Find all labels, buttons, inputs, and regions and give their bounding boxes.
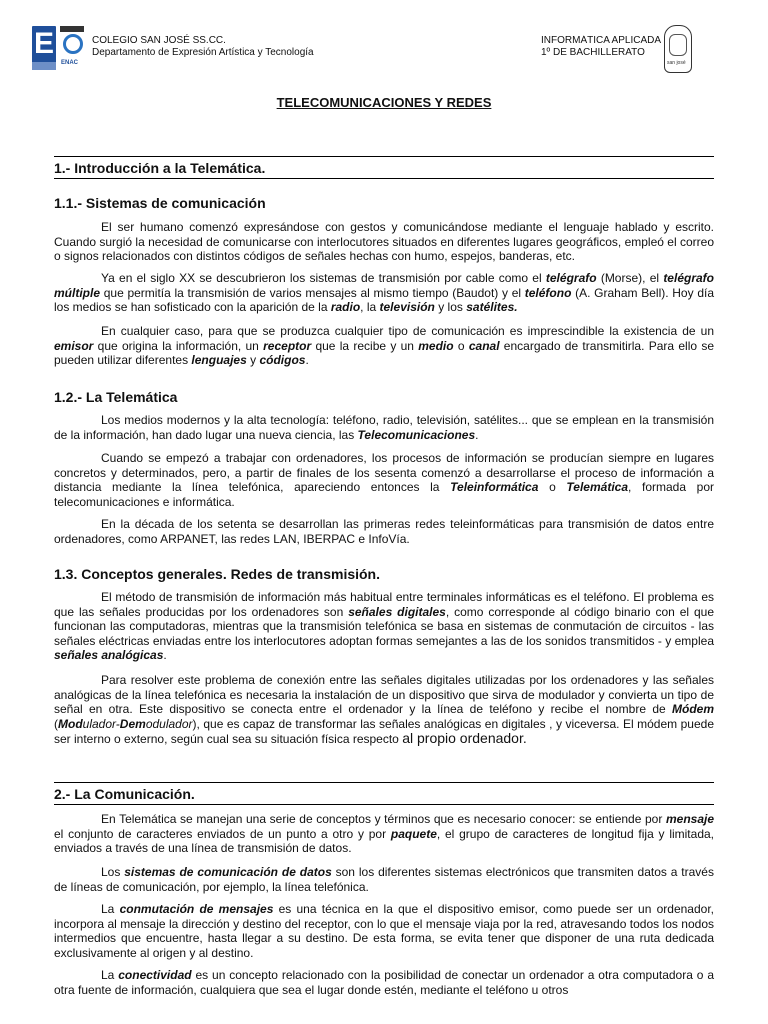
section-1-1-heading: 1.1.- Sistemas de comunicación bbox=[54, 195, 266, 211]
paragraph: El ser humano comenzó expresándose con gestos y comunicándose mediante el lenguaje hablado y escrito. Cuando surgió la necesidad de comunicarse con interlocutores situados en diferentes lugares geográficos, empleó el correo o signos relacionados con distintos códigos de señales hechas con humo, espejos, banderas, etc. bbox=[54, 220, 714, 264]
school-name: COLEGIO SAN JOSÉ SS.CC. bbox=[92, 35, 226, 46]
school-seal-icon bbox=[664, 25, 692, 73]
seal-text: san josé bbox=[667, 60, 686, 66]
paragraph: En la década de los setenta se desarrollan las primeras redes teleinformáticas para transmisión de datos entre ordenadores, como ARPANET, las redes LAN, IBERPAC e InfoVía. bbox=[54, 517, 714, 546]
course-name: 1º DE BACHILLERATO bbox=[541, 47, 645, 58]
section-rule-top bbox=[54, 156, 714, 157]
header-school-block bbox=[92, 35, 314, 59]
paragraph: Cuando se empezó a trabajar con ordenadores, los procesos de información se producían siempre en lugares concretos y determinados, pero, a partir de finales de los sesenta comenzó a desarrollarse el proceso de información a distancia mediante la línea telefónica, apareciendo entonces la Teleinformática o Telemática, formada por telecomunicaciones e informática. bbox=[54, 451, 715, 509]
section-1-heading: 1.- Introducción a la Telemática. bbox=[54, 160, 266, 176]
paragraph: En cualquier caso, para que se produzca cualquier tipo de comunicación es imprescindible la existencia de un emisor que origina la información, un receptor que la recibe y un medio o canal encargado de transmitirla. Para ello se pueden utilizar diferentes lenguajes y códigos. bbox=[54, 324, 714, 368]
paragraph: El método de transmisión de información más habitual entre terminales informáticas es el teléfono. El problema es que las señales producidas por los ordenadores son señales digitales, como corresponde al código binario con el que funcionan las computadoras, mientras que la transmisión telefónica se basa en sistemas de conmutación de circuitos - las señales eléctricas enviadas entre los interlocutores adoptan formas semejantes a las de los sonidos transmitidos - y emplea señales analógicas. bbox=[54, 590, 715, 663]
header-left bbox=[32, 26, 314, 70]
paragraph: La conmutación de mensajes es una técnica en la que el dispositivo emisor, como puede ser un ordenador, incorpora al mensaje la dirección y destino del receptor, con lo que el mensaje viaja por la red, atravesando todos los nodos intermedios que encuentre, hasta llegar a su destino. De esta forma, se evita tener que disponer de una ruta dedicada exclusivamente al origen y al destino. bbox=[54, 902, 715, 960]
section-2-heading: 2.- La Comunicación. bbox=[54, 786, 195, 802]
logo-letter: E bbox=[33, 27, 54, 60]
section-rule-bottom bbox=[54, 178, 714, 179]
paragraph: Ya en el siglo XX se descubrieron los sistemas de transmisión por cable como el telégrafo (Morse), el telégrafo múltiple que permitía la transmisión de varios mensajes al mismo tiempo (Baudot) y el teléfono (A. Graham Bell). Hoy día los medios se han sofisticado con la aparición de la radio, la televisión y los satélites. bbox=[54, 271, 714, 315]
enac-logo-text: ENAC bbox=[61, 60, 79, 66]
paragraph: La conectividad es un concepto relacionado con la posibilidad de conectar un ordenador a otra computadora o a otra fuente de información, cualquiera que sea el lugar donde estén, mediante el teléfono u otros bbox=[54, 968, 714, 997]
department-name: Departamento de Expresión Artística y Tecnología bbox=[92, 47, 314, 58]
paragraph: Los sistemas de comunicación de datos son los diferentes sistemas electrónicos que transmiten datos a través de líneas de comunicación, por ejemplo, la línea telefónica. bbox=[54, 865, 714, 894]
enac-logo-icon bbox=[60, 26, 84, 70]
section-rule-bottom bbox=[54, 804, 714, 805]
header-right bbox=[541, 35, 666, 59]
school-logo-icon bbox=[32, 26, 56, 70]
page-title: TELECOMUNICACIONES Y REDES bbox=[276, 95, 492, 110]
paragraph: Los medios modernos y la alta tecnología: teléfono, radio, televisión, satélites... que se emplean en la transmisión de la información, han dado lugar una nueva ciencia, las Telecomunicaciones. bbox=[54, 413, 714, 442]
paragraph: En Telemática se manejan una serie de conceptos y términos que es necesario conocer: se entiende por mensaje el conjunto de caracteres enviados de un punto a otro y por paquete, el grupo de caracteres de longitud fija y limitada, enviados a través de una línea de transmisión de datos. bbox=[54, 812, 714, 856]
section-rule-top bbox=[54, 782, 714, 783]
section-1-3-heading: 1.3. Conceptos generales. Redes de transmisión. bbox=[54, 566, 380, 582]
subject-name: INFORMÁTICA APLICADA bbox=[541, 35, 662, 46]
paragraph: Para resolver este problema de conexión entre las señales digitales utilizadas por los ordenadores y las señales analógicas de la línea telefónica es necesaria la instalación de un dispositivo que sirva de modulador y convierta un tipo de señal en otra. Este dispositivo se conecta entre el ordenador y la línea de teléfono y recibe el nombre de Módem (Modulador-Demodulador), que es capaz de transformar las señales analógicas en digitales , y viceversa. El módem puede ser interno o externo, según cual sea su situación física respecto al propio ordenador. bbox=[54, 673, 714, 747]
section-1-2-heading: 1.2.- La Telemática bbox=[54, 389, 178, 405]
